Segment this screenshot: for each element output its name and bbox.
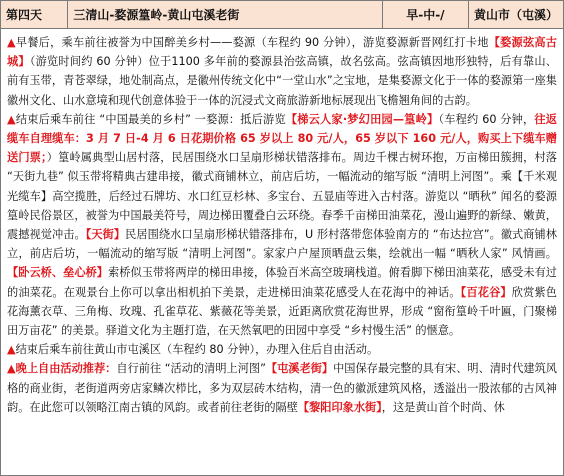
text: 欣赏紫色花海薰衣草、三角梅、玫瑰、孔雀草花、紫薇花等美景，近距离欣赏花海世界，形成 “窗衔篁岭千叶匾，门聚梯田万亩花” 的美景。驿道文化为主题打造，在天然氧吧的田园中享受 “乡村慢生活” 的惬意。 xyxy=(7,285,557,338)
highlight-text: 【婺源弦高古城】 xyxy=(7,36,557,69)
meals-label: 早-中-/ xyxy=(383,1,469,28)
highlight-text: 晚上自由活动推荐： xyxy=(15,362,117,376)
highlight-text: 【黎阳印象水街】 xyxy=(297,400,382,414)
text: 民居围绕水口呈扇形梯状错落排布，U 形村落带您体验南方的 “布达拉宫”。徽式商铺林立，前店后坊，一幅流动的缩写版 “清明上河图”。家家户户屋顶晒盘云集，绘就出一幅 “晒秋人家” 风情画。 xyxy=(7,228,557,261)
paragraph-evening-free-time xyxy=(7,359,557,417)
text: （车程约 60 分钟， xyxy=(438,112,535,126)
text: ，这是黄山首个时尚、休 xyxy=(381,400,505,414)
red-triangle-marker: ▲ xyxy=(7,343,16,357)
text: （游览时间约 60 分钟）位于1100 多年前的婺源县治弦高镇，故名弦高。弦高镇因地形独特，后有靠山、前有玉带，青苍翠绿，地处制高点，是徽州传统文化中“一堂山水”之宝地，是集婺源文化于一体的婺源第一座集徽州文化、山水意境和现代创意体验于一体的沉浸式文商旅游新地标展现出飞檐翘角间的古韵。 xyxy=(7,55,557,107)
highlight-text: 【百花谷】 xyxy=(460,285,512,299)
text: 中国保存最完整的具有宋、明、清时代建筑风格的商业街，老街道两旁店家鳞次栉比，多为双层砖木结构，清一色的徽派建筑风格，透溢出一股浓郁的古风神韵。在此您可以领略江南古镇的风韵。或者前往老街的隔壁 xyxy=(7,362,557,414)
text: 索桥似玉带将两岸的梯田串接，体验百米高空玻璃栈道。俯看脚下梯田油菜花，感受未有过的油菜花。在观景台上你可以拿出相机拍下美景，走进梯田油菜花感受人在花海中的神话。 xyxy=(7,266,557,299)
text: 结束后乘车前往黄山市屯溪区（车程约 80 分钟），办理入住后自由活动。 xyxy=(15,343,379,357)
red-triangle-marker: ▲ xyxy=(7,36,16,49)
paragraph-wuyuan-ancient-city xyxy=(7,33,557,110)
text: 结束后乘车前往 “中国最美的乡村” 一婺源：抵后游览 xyxy=(15,112,286,126)
highlight-text: 【天街】 xyxy=(85,228,126,242)
text: 早餐后，乘车前往被誉为中国醉美乡村——婺源（车程约 90 分钟），游览婺源新晋网红打卡地 xyxy=(15,36,489,49)
paragraph-huangling xyxy=(7,110,557,340)
itinerary-body xyxy=(1,29,563,417)
highlight-text: 【梯云人家·梦幻田园—篁岭】 xyxy=(285,112,439,126)
day-header-row xyxy=(1,1,563,29)
text: 自行前往 “活动的清明上河图” xyxy=(116,362,266,376)
paragraph-tunxi-transfer xyxy=(7,340,557,359)
cable-car-price-notice: 往返缆车自理缆车：3 月 7 日-4 月 6 日花期价格 65 岁以上 80 元/人，65 岁以下 160 元/人，购买上下缆车赠送门票； xyxy=(7,112,557,165)
day-label: 第四天 xyxy=(1,1,68,28)
text: ）篁岭属典型山居村落，民居围绕水口呈扇形梯状错落排布。周边千棵古树环抱，万亩梯田簇拥，村落 “天街九巷” 似玉带将精典古建串接，徽式商铺林立，前店后坊，一幅流动的缩写版 “清明上河图”。乘【千米观光缆车】高空揽胜，后经过石牌坊、水口红豆杉林、多宝台、五显庙等进入古村落。游览以 “晒秋” 闻名的婺源篁岭民俗景区，被誉为中国最美符号，周边梯田覆叠白云环绕。春季千亩梯田油菜花，漫山遍野的新绿、嫩黄，震撼视觉冲击。 xyxy=(7,151,557,242)
route-title: 三清山-婺源篁岭-黄山屯溪老街 xyxy=(68,1,382,28)
hotel-location: 黄山市（屯溪） xyxy=(473,8,558,22)
highlight-text: 【卧云桥、垒心桥】 xyxy=(7,266,109,280)
red-triangle-marker: ▲ xyxy=(7,362,16,376)
highlight-text: 【屯溪老街】 xyxy=(265,362,334,376)
red-triangle-marker: ▲ xyxy=(7,112,16,126)
